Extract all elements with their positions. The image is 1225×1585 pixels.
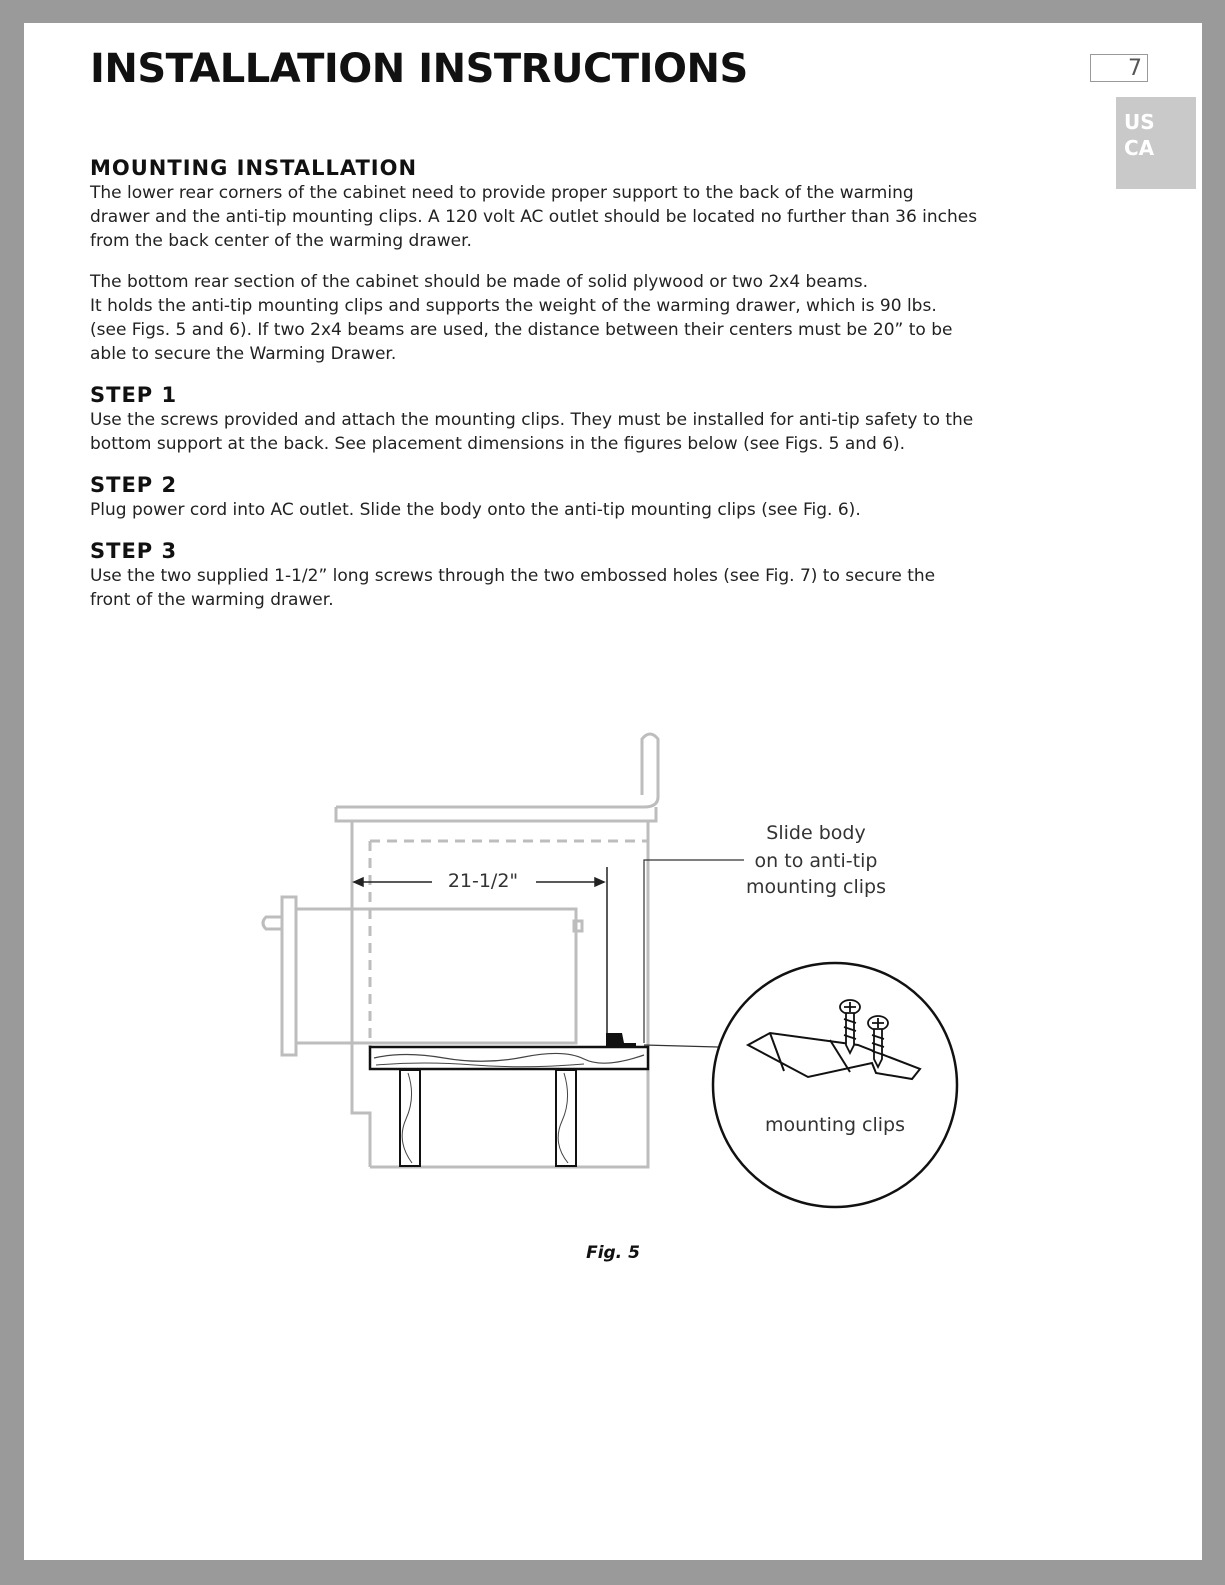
mounting-para2-line2: It holds the anti-tip mounting clips and supports the weight of the warming drawer, which is 90 lbs. (90, 296, 937, 316)
detail-circle (713, 963, 957, 1207)
dimension-label: 21-1/2" (447, 870, 519, 892)
callout-line2: on to anti-tip (754, 850, 878, 872)
detail-label: mounting clips (764, 1114, 906, 1136)
installation-diagram (24, 727, 1202, 1247)
language-ca: CA (1124, 136, 1155, 160)
step3-line2: front of the warming drawer. (90, 590, 334, 610)
mounting-para2-line1: The bottom rear section of the cabinet should be made of solid plywood or two 2x4 beams. (90, 272, 869, 292)
step3-line1: Use the two supplied 1-1/2” long screws through the two embossed holes (see Fig. 7) to secure the (90, 566, 936, 586)
dimension-line (354, 867, 607, 1039)
language-us: US (1124, 110, 1155, 134)
step1-heading: STEP 1 (90, 383, 178, 407)
cabinet-outline (336, 734, 658, 1167)
callout-text (746, 822, 886, 898)
step2-heading: STEP 2 (90, 473, 178, 497)
callout-line1: Slide body (766, 822, 866, 844)
page-title: INSTALLATION INSTRUCTIONS (90, 46, 748, 92)
step3-heading: STEP 3 (90, 539, 178, 563)
mounting-para2-line4: able to secure the Warming Drawer. (90, 344, 397, 364)
mounting-para1-line1: The lower rear corners of the cabinet need to provide proper support to the back of the warming (90, 183, 914, 203)
mounting-para1-line2: drawer and the anti-tip mounting clips. A 120 volt AC outlet should be located no further than 36 inches (90, 207, 978, 227)
instructions-body (90, 155, 1020, 612)
callout-leader (644, 860, 744, 1043)
mounting-para2-line3: (see Figs. 5 and 6). If two 2x4 beams are used, the distance between their centers must be 20” to be (90, 320, 953, 340)
language-tab (1116, 97, 1196, 189)
step1-line1: Use the screws provided and attach the mounting clips. They must be installed for anti-tip safety to the (90, 410, 974, 430)
figure-caption: Fig. 5 (586, 1243, 640, 1263)
step2-line1: Plug power cord into AC outlet. Slide the body onto the anti-tip mounting clips (see Fig. 6). (90, 500, 861, 520)
detail-leader (644, 1045, 718, 1047)
warming-drawer (263, 897, 582, 1055)
page-number: 7 (1090, 54, 1148, 82)
wood-support (370, 1047, 648, 1166)
section-heading-mounting: MOUNTING INSTALLATION (90, 156, 418, 180)
callout-line3: mounting clips (745, 876, 887, 898)
step1-line2: bottom support at the back. See placement dimensions in the figures below (see Figs. 5 and 6). (90, 434, 906, 454)
mounting-para1-line3: from the back center of the warming drawer. (90, 231, 472, 251)
